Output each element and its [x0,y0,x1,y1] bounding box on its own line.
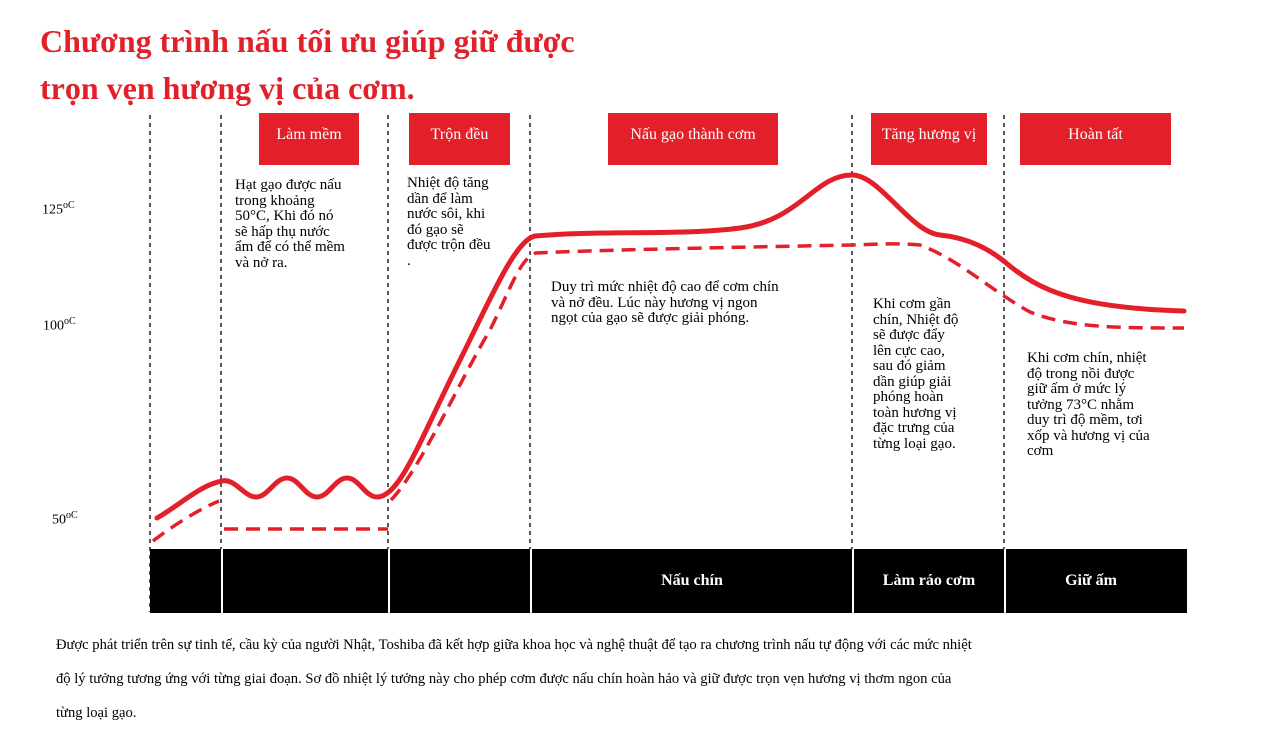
stage-label-cook: Nấu chín [661,572,723,589]
phase-label: Nấu gạo thành cơm [630,126,756,143]
y-tick-label: $125^{oC}$ [42,200,75,218]
title-line-1: Chương trình nấu tối ưu giúp giữ được [40,23,575,59]
y-tick-label: $100^{oC}$ [43,316,76,334]
stage-label-drain: Làm ráo cơm [882,572,976,589]
title-line-2: trọn vẹn hương vị của cơm. [40,70,415,106]
note-soften: Hạt gạo được nấu trong khoảng 50°C, Khi đó nó sẽ hấp thụ nước ẩm để có thể mềm và nở ra. [235,177,345,271]
phase-label: Tăng hương vị [881,126,977,143]
description-text: Được phát triển trên sự tinh tế, cầu kỳ của người Nhật, Toshiba đã kết hợp giữa khoa học và nghệ thuật để tạo ra chương trình nấu tự động với các mức nhiệt độ lý tưởng tương ứng với từng giai đoạn. Sơ đồ nhiệt lý tưởng này cho phép cơm được nấu chín hoàn hảo và giữ được trọn vẹn hương vị thơm ngon của từng loại gạo. [56,637,972,721]
y-tick-label: $50^{oC}$ [52,510,78,528]
phase-header-done [1020,113,1171,165]
note-done: Khi cơm chín, nhiệt độ trong nồi được giữ ấm ở mức lý tưởng 73°C nhằm duy trì độ mềm, tơi xốp và hương vị của cơm [1027,350,1150,459]
phase-label: Hoàn tất [1068,126,1123,143]
phase-label: Làm mềm [276,126,342,143]
phase-header-soften [259,113,359,165]
stage-label-warm: Giữ ấm [1065,572,1117,589]
note-flavor: Khi cơm gần chín, Nhiệt độ sẽ được đẩy lên cực cao, sau đó giảm dần giúp giải phóng hoàn toàn hương vị đặc trưng của từng loại gạo. [873,296,959,452]
phase-header-flavor [871,113,987,165]
note-cook: Duy trì mức nhiệt độ cao để cơm chín và nở đều. Lúc này hương vị ngon ngọt của gạo sẽ được giải phóng. [551,279,779,326]
phase-label: Trộn đều [430,126,489,143]
phase-header-mix [409,113,510,165]
note-mix: Nhiệt độ tăng dần để làm nước sôi, khi đó gạo sẽ được trộn đều . [407,175,491,269]
phase-header-cook [608,113,778,165]
